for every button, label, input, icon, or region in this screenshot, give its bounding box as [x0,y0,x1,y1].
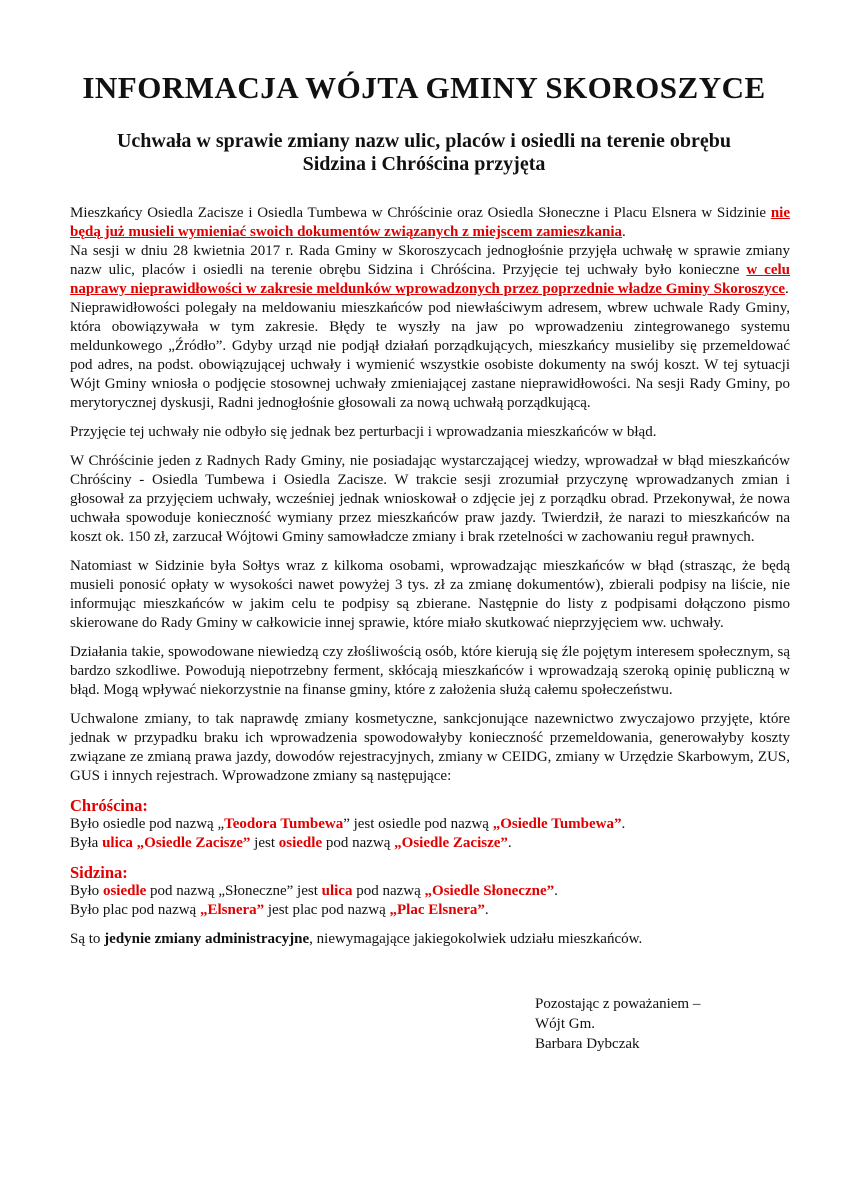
text-run: . [621,816,626,832]
new-name-text: „Osiedle Tumbewa” [492,816,622,832]
document-body [70,204,790,1054]
text-run: Mieszkańcy Osiedla Zacisze i Osiedla Tumbewa w Chróścinie oraz Osiedla Słoneczne i Placu Elsnera w Sidzinie [70,205,771,221]
text-run: . [554,883,558,899]
highlighted-text-run: w celu naprawy nieprawidłowości w zakresie meldunków wprowadzonych przez poprzednie władze Gminy Skoroszyce [70,262,790,297]
text-run: . [484,902,489,918]
signature-block [535,994,790,1054]
page-title: INFORMACJA WÓJTA GMINY SKOROSZYCE [82,70,766,105]
text-run: Było osiedle pod nazwą „ [70,816,225,832]
text-run: Na sesji w dniu 28 kwietnia 2017 r. Rada Gminy w Skoroszycach jednogłośnie przyjęła uchwałę w sprawie zmiany nazw ulic, placów i osiedli na terenie obrębu Sidzina i Chróścina. Przyjęcie tej uchwały było konieczne [70,243,790,278]
paragraph-soltys: Natomiast w Sidzinie była Sołtys wraz z kilkoma osobami, wprowadzając mieszkańców w błąd (strasząc, że będą musieli ponosić opłaty w wysokości nawet powyżej 3 tys. zł za zmianę dokumentów), zbierali podpisy na liście, nie informując mieszkańców w jakim celu te podpisy są zbierane. Następnie do listy z podpisami dołączono pismo skierowane do Rady Gminy w całkowicie innej sprawie, które miało skutkować nieprzyjęciem ww. uchwały. [70,558,790,631]
text-run: pod nazwą [322,835,395,851]
text-run: jest [250,835,279,851]
signature-role: Wójt Gm. [535,1016,595,1032]
paragraph-admin-note [70,930,790,949]
text-run: jest plac pod nazwą [264,902,390,918]
text-run: pod nazwą „Słoneczne” jest [146,883,322,899]
new-name-text: „Osiedle Słoneczne” [424,883,555,899]
highlighted-text-run: nie będą już musieli wymieniać swoich dokumentów związanych z miejscem zamieszkania [70,205,790,240]
new-name-text: „Osiedle Zacisze” [394,835,508,851]
paragraph-intro [70,204,790,242]
page-subtitle [70,130,778,176]
text-run: pod nazwą [352,883,425,899]
signature-closing: Pozostając z poważaniem – [535,996,701,1012]
text-run: , niewymagające jakiegokolwiek udziału mieszkańców. [309,931,643,947]
old-name-text: „Elsnera” [199,902,265,918]
type-text: osiedle [278,835,323,851]
sidzina-change-2 [70,901,790,920]
text-run: Są to [70,931,105,947]
subtitle-line-1: Uchwała w sprawie zmiany nazw ulic, placów i osiedli na terenie obrębu [116,130,732,152]
bold-text-run: jedynie zmiany administracyjne [104,931,310,947]
old-name-text: ulica „Osiedle Zacisze” [102,835,251,851]
type-text: osiedle [102,883,147,899]
chroscina-change-1 [70,815,790,834]
text-run: Było plac pod nazwą [70,902,200,918]
text-run: ” jest osiedle pod nazwą [343,816,493,832]
paragraph-irregularities: Nieprawidłowości polegały na meldowaniu mieszkańców pod niewłaściwym adresem, wbrew uchwale Rady Gminy, która obowiązywała w tym zakresie. Błędy te wyszły na jaw po wprowadzeniu zintegrowanego systemu meldunkowego „Źródło”. Gdyby urząd nie podjął działań porządkujących, mieszkańcy musieliby się przemeldować pod adres, na podst. obowiązującej uchwały i wymienić wszystkie osobiste dokumenty na swój koszt. W tej sytuacji Wójt Gminy wniosła o podjęcie stosownej uchwały zmieniającej zastane nieprawidłowości. Na sesji Rady Gminy, po merytorycznej dyskusji, Radni jednogłośnie głosowali za nową uchwałą porządkującą. [70,300,790,411]
paragraph-cosmetic: Uchwalone zmiany, to tak naprawdę zmiany kosmetyczne, sankcjonujące nazewnictwo zwyczajowo przyjęte, które jednak w przypadku braku ich wprowadzenia spowodowałyby konieczność przemeldowania, generowałyby koszty związane ze zmianą prawa jazdy, dowodów rejestracyjnych, zmiany w CEIDG, zmiany w Urzędzie Skarbowym, ZUS, GUS i innych rejestrach. Wprowadzone zmiany są następujące: [70,711,790,784]
paragraph-perturbation: Przyjęcie tej uchwały nie odbyło się jednak bez perturbacji i wprowadzania mieszkańców w błąd. [70,424,657,440]
section-heading-chroscina: Chróścina: [70,796,148,815]
text-run: . [507,835,512,851]
old-name-text: Teodora Tumbewa [224,816,344,832]
text-run: Była [70,835,103,851]
text-run: Było [70,883,103,899]
section-heading-sidzina: Sidzina: [70,863,128,882]
type-text: ulica [321,883,353,899]
sidzina-change-1 [70,882,790,901]
text-run: . [622,224,626,240]
text-run: . [785,281,789,297]
paragraph-session [70,242,790,299]
chroscina-change-2 [70,834,790,853]
paragraph-councilor: W Chróścinie jeden z Radnych Rady Gminy, nie posiadając wystarczającej wiedzy, wprowadzał w błąd mieszkańców Chróściny - Osiedla Tumbewa i Osiedla Zacisze. W trakcie sesji zrozumiał przyczynę wprowadzanych zmian i głosował za przyjęciem uchwały, wcześniej jednak wnioskował o zdjęcie jej z porządku obrad. Przekonywał, że nowa uchwała spowoduje konieczność wymiany przez mieszkańców praw jazdy. Twierdził, że narazi to mieszkańców na koszt ok. 150 zł, zarzucał Wójtowi Gminy samowładcze zmiany i brak rzetelności w zachowaniu reguł prawnych. [70,453,790,545]
subtitle-line-2: Sidzina i Chróścina przyjęta [302,153,546,175]
paragraph-harmful: Działania takie, spowodowane niewiedzą czy złośliwością osób, które kierują się źle pojętym interesem społecznym, są bardzo szkodliwe. Powodują niepotrzebny ferment, skłócają mieszkańców i wprowadzają szeroką opinię publiczną w błąd. Mogą wpływać niekorzystnie na finanse gminy, które z założenia służą całemu społeczeństwu. [70,644,790,698]
signature-name: Barbara Dybczak [535,1036,640,1052]
new-name-text: „Plac Elsnera” [389,902,485,918]
